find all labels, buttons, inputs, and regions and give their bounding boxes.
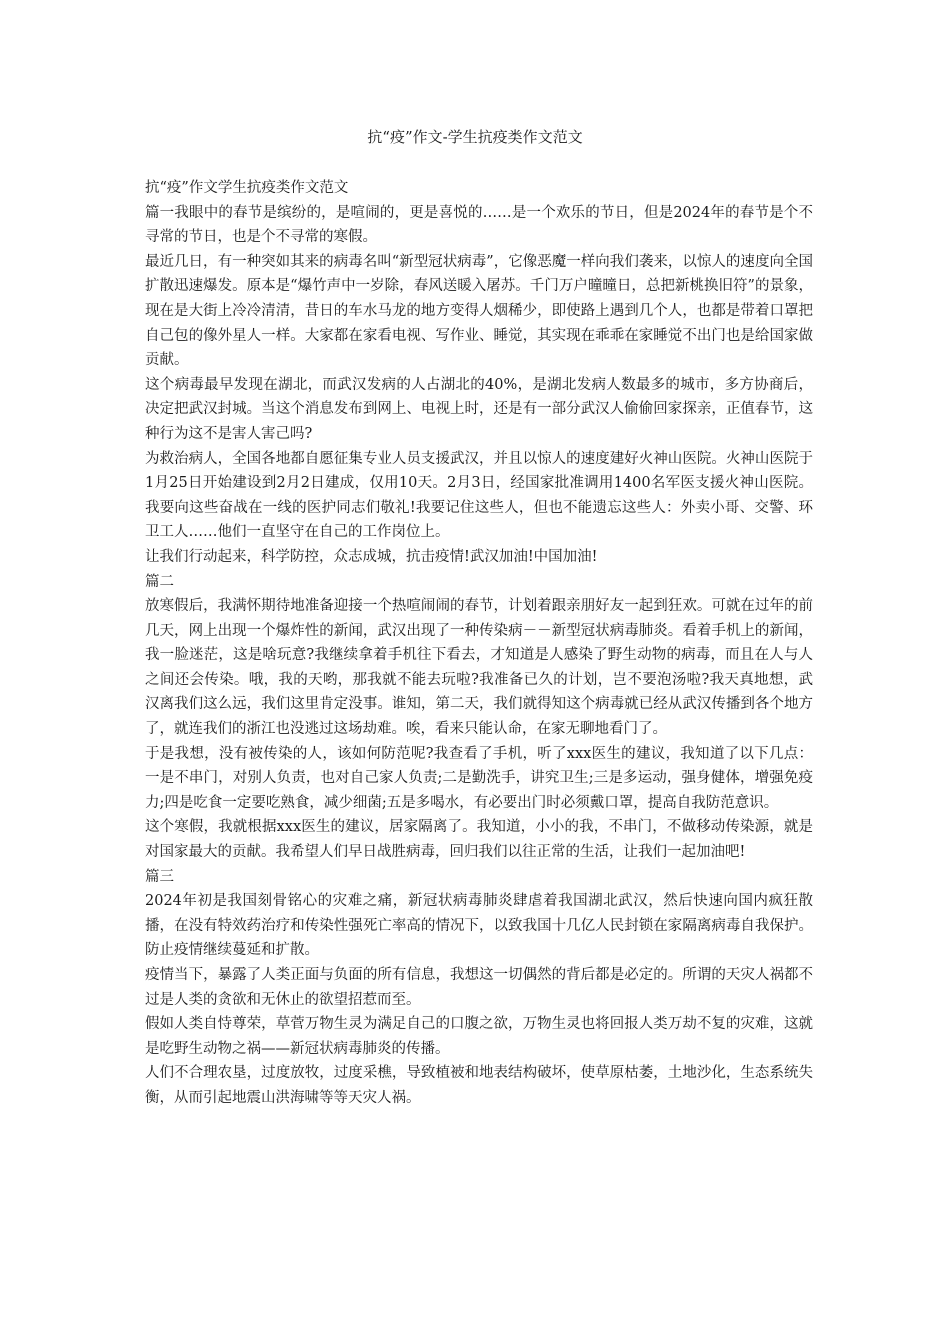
document-body [145,176,813,1111]
body-paragraph: 篇一我眼中的春节是缤纷的，是喧闹的，更是喜悦的……是一个欢乐的节日，但是2024年的春节是个不寻常的节日，也是个不寻常的寒假。 [145,204,813,246]
section-heading: 篇二 [145,573,174,590]
body-paragraph: 让我们行动起来，科学防控，众志成城，抗击疫情!武汉加油!中国加油! [145,548,598,565]
body-paragraph: 这个病毒最早发现在湖北，而武汉发病的人占湖北的40%，是湖北发病人数最多的城市，多方协商后，决定把武汉封城。当这个消息发布到网上、电视上时，还是有一部分武汉人偷偷回家探亲，正值春节，这种行为这不是害人害己吗? [145,376,813,442]
subtitle-paragraph: 抗“疫”作文学生抗疫类作文范文 [145,180,349,196]
body-paragraph: 于是我想，没有被传染的人，该如何防范呢?我查看了手机，听了xxx医生的建议，我知道了以下几点：一是不串门，对别人负责，也对自己家人负责;二是勤洗手，讲究卫生;三是多运动，强身健体，增强免疫力;四是吃食一定要吃熟食，减少细菌;五是多喝水，有必要出门时必须戴口罩，提高自我防范意识。 [145,745,813,811]
body-paragraph: 假如人类自恃尊荣，草菅万物生灵为满足自己的口腹之欲，万物生灵也将回报人类万劫不复的灾难，这就是吃野生动物之祸——新冠状病毒肺炎的传播。 [145,1016,813,1057]
body-paragraph: 2024年初是我国刻骨铭心的灾难之痛，新冠状病毒肺炎肆虐着我国湖北武汉，然后快速向国内疯狂散播，在没有特效药治疗和传染性强死亡率高的情况下，以致我国十几亿人民封锁在家隔离病毒自我保护。防止疫情继续蔓延和扩散。 [145,893,813,959]
body-paragraph: 为救治病人，全国各地都自愿征集专业人员支援武汉，并且以惊人的速度建好火神山医院。火神山医院于1月25日开始建设到2月2日建成，仅用10天。2月3日，经国家批准调用1400名军医支援火神山医院。我要向这些奋战在一线的医护同志们敬礼!我要记住这些人，但也不能遗忘这些人：外卖小哥、交警、环卫工人……他们一直坚守在自己的工作岗位上。 [145,450,813,541]
document-title: 抗“疫”作文-学生抗疫类作文范文 [367,128,583,146]
body-paragraph: 放寒假后，我满怀期待地准备迎接一个热喧闹闹的春节，计划着跟亲朋好友一起到狂欢。可就在过年的前几天，网上出现一个爆炸性的新闻，武汉出现了一种传染病－－新型冠状病毒肺炎。看着手机上的新闻，我一脸迷茫，这是啥玩意?我继续拿着手机往下看去，才知道是人感染了野生动物的病毒，而且在人与人之间还会传染。哦，我的天哟，那我就不能去玩啦?我准备已久的计划，岂不要泡汤啦?我天真地想，武汉离我们这么远，我们这里肯定没事。谁知，第二天，我们就得知这个病毒就已经从武汉传播到各个地方了，就连我们的浙江也没逃过这场劫难。唉，看来只能认命，在家无聊地看门了。 [145,598,813,738]
section-heading: 篇三 [145,868,174,885]
body-paragraph: 最近几日，有一种突如其来的病毒名叫“新型冠状病毒”，它像恶魔一样向我们袭来，以惊人的速度向全国扩散迅速爆发。原本是“爆竹声中一岁除，春风送暖入屠苏。千门万户曈曈日，总把新桃换旧符”的景象，现在是大街上冷冷清清，昔日的车水马龙的地方变得人烟稀少，即使路上遇到几个人，也都是带着口罩把自己包的像外星人一样。大家都在家看电视、写作业、睡觉，其实现在乖乖在家睡觉不出门也是给国家做贡献。 [145,253,813,369]
body-paragraph: 疫情当下，暴露了人类正面与负面的所有信息，我想这一切偶然的背后都是必定的。所谓的天灾人祸都不过是人类的贪欲和无休止的欲望招惹而至。 [145,967,813,1008]
body-paragraph: 这个寒假，我就根据xxx医生的建议，居家隔离了。我知道，小小的我，不串门，不做移动传染源，就是对国家最大的贡献。我希望人们早日战胜病毒，回归我们以往正常的生活，让我们一起加油吧! [145,819,813,861]
body-paragraph: 人们不合理农垦，过度放牧，过度采樵，导致植被和地表结构破坏，使草原枯萎，土地沙化，生态系统失衡，从而引起地震山洪海啸等等天灾人祸。 [145,1065,813,1106]
